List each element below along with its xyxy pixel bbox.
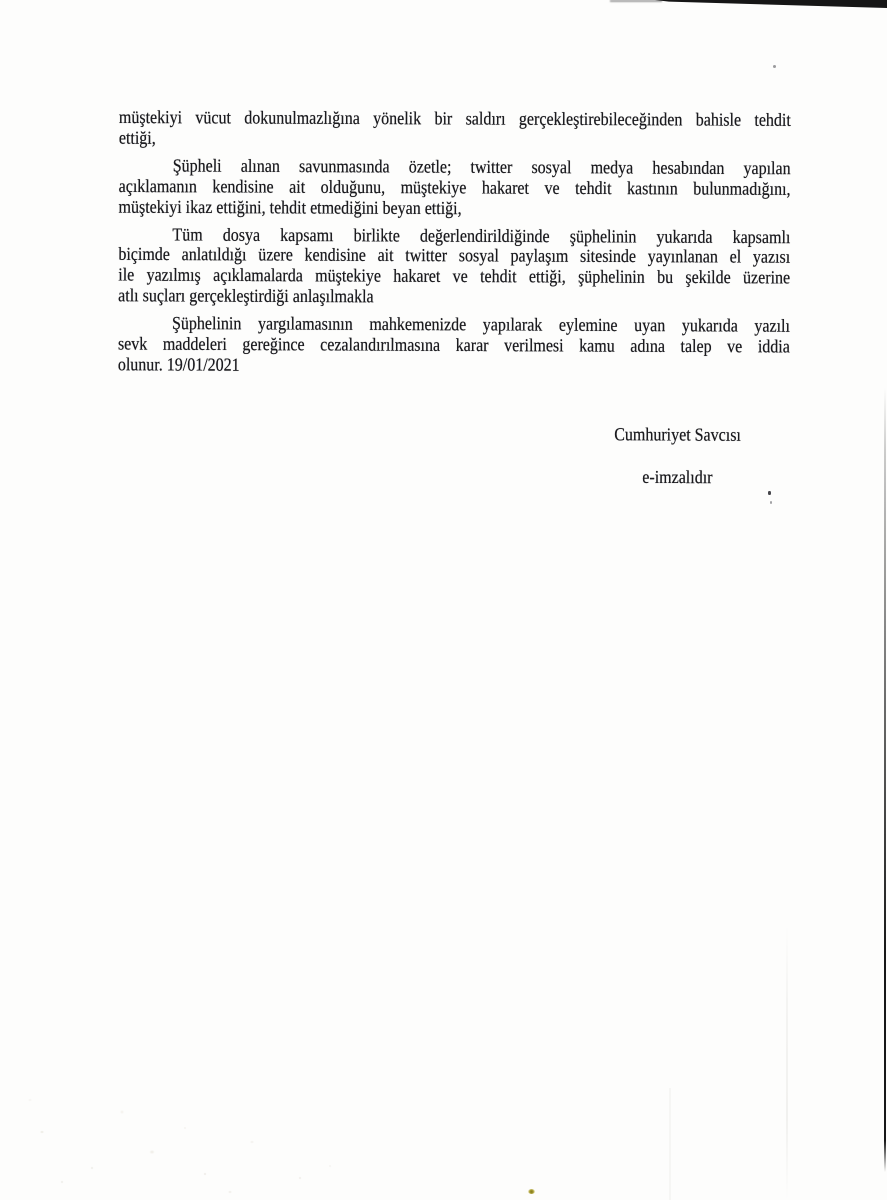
paragraph <box>119 108 791 152</box>
document-text <box>117 108 791 489</box>
signature-block <box>607 425 747 489</box>
text-line: açıklamanın kendisine ait olduğunu, müştekiye hakaret ve tehdit kastının bulunmadığını, <box>118 176 791 200</box>
scan-speck-top <box>773 65 776 68</box>
scan-speck-mid-1 <box>768 491 771 495</box>
text-line: Şüpheli alınan savunmasında özetle; twitter sosyal medya hesabından yapılan <box>172 156 791 179</box>
text-line: Şüphelinin yargılamasının mahkemenizde yapılarak eylemine uyan yukarıda yazılı <box>172 314 790 337</box>
paragraph <box>118 225 790 310</box>
paragraph <box>119 156 791 221</box>
text-line: ettiği, <box>118 128 156 149</box>
paragraph-list <box>118 108 791 379</box>
text-line: Tüm dosya kapsamı birlikte değerlendirildiğinde şüphelinin yukarıda kapsamlı <box>172 224 791 248</box>
paper-crease-1 <box>786 925 788 1200</box>
paragraph <box>118 314 790 379</box>
text-line: atlı suçları gerçekleştirdiği anlaşılmakla <box>118 286 374 308</box>
scan-bar-top-right-faint <box>610 0 662 2</box>
page-edge-shadow-right <box>884 388 886 1172</box>
signature-note: e-imzalıdır <box>642 468 713 489</box>
paper-crease-2 <box>669 1088 671 1200</box>
signature-title: Cumhuriyet Savcısı <box>614 425 741 446</box>
text-line: sevk maddeleri gereğince cezalandırılmasına karar verilmesi kamu adına talep ve iddia <box>117 334 790 358</box>
text-line: müştekiyi ikaz ettiğini, tehdit etmediğini beyan ettiği, <box>118 197 462 219</box>
scan-speck-mid-2 <box>770 501 772 504</box>
scan-bar-top-right <box>655 0 887 8</box>
text-line: müştekiyi vücut dokunulmazlığına yönelik bir saldırı gerçekleştirebileceğinden bahisle tehdit <box>118 108 791 131</box>
text-line: biçimde anlatıldığı üzere kendisine ait twitter sosyal paylaşım sitesinde yayınlanan el yazısı <box>118 245 791 268</box>
text-line: ile yazılmış açıklamalarda müştekiye hakaret ve tehdit ettiği, şüphelinin bu şekilde üzerine <box>118 265 791 289</box>
scan-noise-bottom-left <box>0 1070 440 1200</box>
scan-stain-bottom <box>528 1189 535 1194</box>
text-line: olunur. 19/01/2021 <box>117 355 240 376</box>
